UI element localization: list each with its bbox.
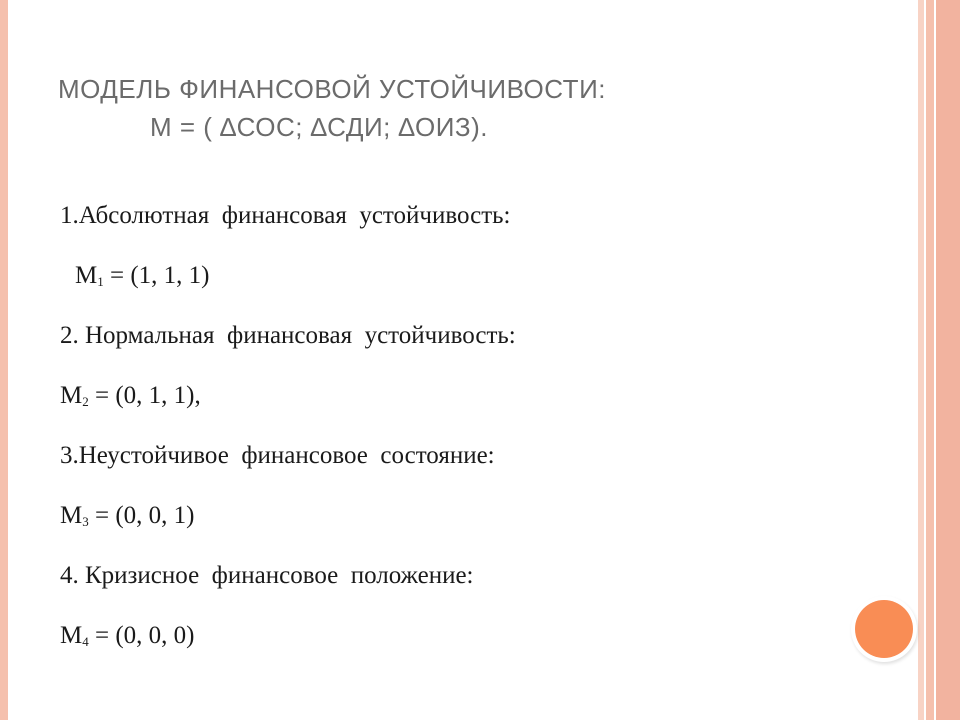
formula-subscript: 4 (82, 634, 89, 649)
item-formula-1 (60, 256, 840, 316)
right-decorative-stripe (926, 0, 934, 720)
item-heading-4: 4. Кризисное финансовое положение: (60, 562, 474, 589)
formula-symbol: М (60, 622, 83, 649)
title-line-2: М = ( ∆СОС; ∆СДИ; ∆ОИЗ). (150, 112, 488, 142)
orange-circle-decoration (855, 600, 913, 658)
item-heading-2: 2. Нормальная финансовая устойчивость: (60, 322, 516, 349)
left-decorative-bar (0, 0, 8, 720)
formula-subscript: 3 (82, 514, 89, 529)
item-formula-3 (60, 496, 840, 556)
item-formula-2 (60, 376, 840, 436)
formula-value: = (0, 0, 0) (88, 622, 195, 649)
item-heading-3: 3.Неустойчивое финансовое состояние: (60, 442, 495, 469)
formula-value: = (1, 1, 1) (103, 262, 210, 289)
title-line-1: МОДЕЛЬ ФИНАНСОВОЙ УСТОЙЧИВОСТИ: (58, 74, 606, 104)
formula-symbol: М (60, 382, 83, 409)
formula-subscript: 2 (82, 394, 89, 409)
slide-body (60, 196, 840, 676)
slide-title (58, 70, 898, 146)
formula-symbol: М (60, 502, 83, 529)
item-formula-4 (60, 616, 840, 676)
formula-value: = (0, 1, 1), (88, 382, 201, 409)
formula-subscript: 1 (97, 274, 104, 289)
right-decorative-stripe (936, 0, 960, 720)
formula-value: = (0, 0, 1) (88, 502, 195, 529)
item-heading-1: 1.Абсолютная финансовая устойчивость: (60, 202, 511, 229)
formula-symbol: М (75, 262, 98, 289)
